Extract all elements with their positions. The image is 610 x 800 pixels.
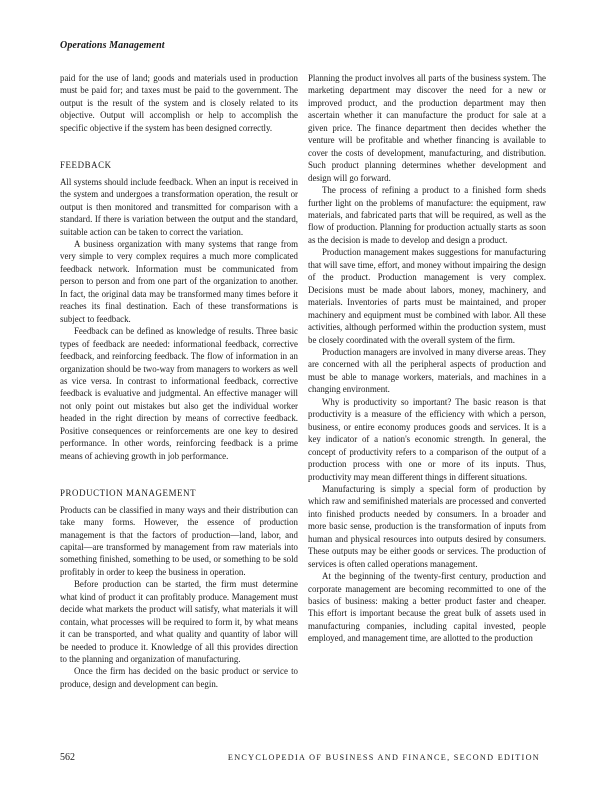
paragraph: Products can be classified in many ways and their distribution can take many forms. However, the essence of production management is that the factors of production—land, labor, and capital—are transformed by management from raw materials into something finished, something to be used, or something to be sold profitably in order to keep the business in operation. [60,504,298,577]
paragraph: Production management makes suggestions for manufacturing that will save time, effort, and money without impairing the design of the product. Production management is very complex. Decisions must be made about labors, money, machinery, and materials. Inventories of parts must be maintained, and proper machinery and equipment must be combined with labor. All these activities, although performed within the production system, must be closely coordinated with the overall system of the firm. [308,247,546,345]
paragraph: All systems should include feedback. When an input is received in the system and undergoes a transformation operation, the result or output is then monitored and transmitted for comparison with a standard. If there is variation between the output and the standard, suitable action can be taken to correct the variation. [60,176,298,237]
section-heading-production-management: PRODUCTION MANAGEMENT [60,488,197,499]
right-column [308,72,546,645]
paragraph: paid for the use of land; goods and materials used in production must be paid for; and taxes must be paid to the government. The output is the result of the system and is closely related to its objective. Output will accomplish or help to accomplish the specific objective if the system has been designed correctly. [60,73,298,133]
paragraph: A business organization with many systems that range from very simple to very complex requires a much more complicated feedback network. Information must be communicated from person to person and from one part of the organization to another. In fact, the original data may be transformed many times before it reaches its final destination. Each of these transformations is subject to feedback. [60,238,298,324]
running-head: Operations Management [60,40,165,51]
paragraph: Feedback can be defined as knowledge of results. Three basic types of feedback are needed: informational feedback, corrective feedback, and reinforcing feedback. The flow of information in an organization should be two-way from managers to workers as well as vice versa. In contrast to informational feedback, corrective feedback is evaluative and judgmental. An effective manager will not only point out mistakes but also get the individual worker headed in the right direction by means of corrective feedback. Positive consequences or reinforcements are one key to desired performance. In other words, reinforcing feedback is a prime means of achieving growth in job performance. [60,326,298,461]
page-number: 562 [60,752,75,763]
paragraph: At the beginning of the twenty-first century, production and corporate management are becoming recommitted to one of the basics of business: making a better product faster and cheaper. This effort is important because the great bulk of assets used in manufacturing companies, including capital invested, people employed, and management time, are allotted to the production [308,571,546,644]
paragraph: Why is productivity so important? The basic reason is that productivity is a measure of the efficiency with which a person, business, or entire economy produces goods and services. It is a key indicator of a nation's economic strength. In general, the concept of productivity refers to a comparison of the output of a production process with one or more of its inputs. Thus, productivity may mean different things in different situations. [308,396,546,482]
left-column [60,72,298,690]
paragraph: Production managers are involved in many diverse areas. They are concerned with all the peripheral aspects of production and must be able to manage workers, materials, and machines in a changing environment. [308,346,546,395]
paragraph: Planning the product involves all parts of the business system. The marketing department may discover the need for a new or improved product, and the production department may then ascertain whether it can manufacture the product for sale at a given price. The finance department then decides whether the venture will be profitable and whether financing is available to cover the costs of development, manufacturing, and distribution. Such product planning determines whether development and design will go forward. [308,73,546,183]
book-title: ENCYCLOPEDIA OF BUSINESS AND FINANCE, SECOND EDITION [227,753,540,762]
paragraph: Before production can be started, the firm must determine what kind of product it can profitably produce. Management must decide what markets the product will satisfy, what materials it will contain, what processes will be required to form it, by what means it can be transported, and what quality and quantity of labor will be needed to produce it. Knowledge of all this provides direction to the planning and organization of manufacturing. [60,579,298,665]
paragraph: The process of refining a product to a finished form sheds further light on the problems of manufacture: the equipment, raw materials, and fabricated parts that will be required, as well as the flow of production. Planning for production actually starts as soon as the decision is made to develop and design a product. [308,185,546,245]
section-heading-feedback: FEEDBACK [60,160,112,171]
paragraph: Once the firm has decided on the basic product or service to produce, design and development can begin. [60,666,298,689]
paragraph: Manufacturing is simply a special form of production by which raw and semifinished materials are processed and converted into finished products needed by consumers. In a broader and more basic sense, production is the transformation of inputs from human and physical resources into outputs desired by consumers. These outputs may be either goods or services. The production of services is often called operations management. [308,483,546,569]
